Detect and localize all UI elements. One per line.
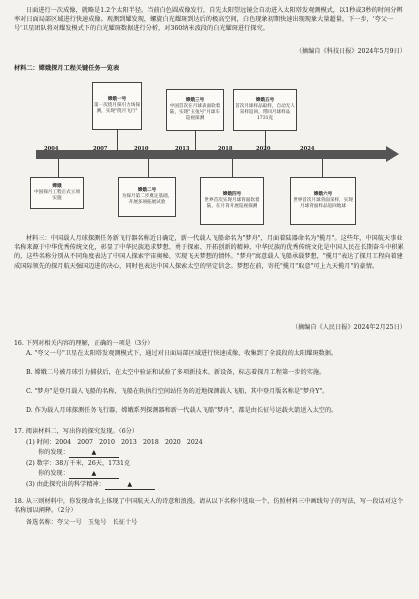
q17-line-1: (1) 时间：2004 2007 2010 2013 2018 2020 2024 bbox=[26, 439, 203, 446]
q17-line-2: (2) 数字：38万千米，26天，1731克 bbox=[26, 460, 131, 467]
source-1: （摘编自《科技日报》2024年5月9日） bbox=[295, 48, 406, 55]
answer-blank[interactable]: ▲ bbox=[105, 480, 155, 490]
top-paragraph: 日面进行一次成像，就略是1.2个太阳半径。当前白色圆成像发行，自先太阳望远镜会自动进入太阳塔发观测模式，以1秒或3秒的时间分辨率对日面局部区域进行快速成像。观测到耀发现，螺旋白光耀斑到达后的极高空间，白色现象初期快速出现现象大量超量。下一步，'夸父一号'卫星团队将对耀发模式下的白光耀斑数据进行分析，对360纳米波段的白光耀斑进行探究。 bbox=[14, 7, 403, 33]
timeline-box-project-start: 嫦娥 中国探月工程正式立项实施 bbox=[30, 177, 84, 209]
timeline-arrow-head bbox=[386, 146, 399, 162]
timeline-arrow bbox=[36, 150, 386, 159]
year-label: 2018 bbox=[218, 146, 233, 152]
year-label: 2007 bbox=[93, 146, 108, 152]
answer-blank[interactable]: ▲ bbox=[69, 448, 119, 458]
material-3: 材料三：中国载人月球探测任务新飞行器名称近日确定，新一代载人飞船命名为"梦舟"，月面着陆器命名为"揽月"。这些年，中国航天事业名称来源于中华优秀传统文化，彰显了中华民族追求梦想、勇于探索、开拓创新的精神，中华民族的优秀传统文化是中国人民在长期奋斗中积累的，这些名称分别从不同角度表达了中国人探索宇宙奥秘、实现飞天梦想的情怀。"梦舟"寓意载人飞船承载梦想，"揽月"表达了探月工程向着建成国际领先的探月航天强国迈进的决心，同时也表达中国人探索太空的坚定信念。梦想在前，寄托"揽月"取意"可上九天揽月"的豪情。 bbox=[14, 235, 404, 270]
year-label: 2004 bbox=[44, 146, 59, 152]
answer-blank[interactable]: ▲ bbox=[69, 469, 119, 479]
timeline-box-chang-e-1: 嫦娥一号 第一次绕月探引力场探测，实现"绕月飞行" bbox=[92, 82, 142, 130]
year-label: 2013 bbox=[175, 146, 190, 152]
material-2-title: 材料二：嫦娥探月工程关键任务一览表 bbox=[14, 65, 120, 72]
q16-stem: 16. 下列对相关内容的理解，正确的一项是（3分） bbox=[14, 340, 154, 347]
year-label: 2010 bbox=[134, 146, 149, 152]
year-label: 2020 bbox=[256, 146, 271, 152]
q16-option-a: A. "夸父一号"卫星在太阳塔发观测模式下，通过对日面局部区域进行快速成像，收集到了全波段的太阳耀斑数据。 bbox=[26, 350, 338, 357]
q17-answer-1: 你的发现： ▲ bbox=[38, 448, 419, 458]
q17-stem: 17. 阅读材料二，写出你的探究发现。（6分） bbox=[14, 428, 139, 435]
timeline-box-chang-e-6: 嫦娥六号 世界首次月球背面采样，实现月球背面样品返回地球 bbox=[290, 177, 356, 225]
timeline-box-chang-e-2: 嫦娥二号 为探月第二步奠定基础，开展多项拓展试验 bbox=[118, 177, 176, 217]
q18-stem: 18. 从三则材料中，你发现命名上体现了中国航天人的诗意和浪漫。请从以下名称中选取一个，仿照材料三中画线句子的写法，写一段话对这个名称加以阐释。（2分） bbox=[14, 498, 404, 515]
timeline-box-chang-e-4: 嫦娥四号 世界首次实现月球背面软着陆，在月背开展巡视探测 bbox=[200, 177, 264, 225]
source-2: （摘编自《人民日报》2024年2月25日） bbox=[291, 324, 406, 331]
q17-line-3: (3) 由此探究出的科学精神： ▲ bbox=[26, 480, 418, 490]
timeline-box-chang-e-5: 嫦娥五号 首次月球样品取样，自动无人采样返回，带回月球样品1731克 bbox=[233, 89, 297, 131]
timeline-box-chang-e-3: 嫦娥三号 中国首次在月球表面软着陆，实现"玉兔号"月球车巡视探测 bbox=[166, 89, 224, 131]
q16-option-d: D. 作为载人月球探测任务飞行器，嫦娥系列探测器和新一代载人飞船"梦舟"，都是由长征号运载火箭送入太空的。 bbox=[26, 407, 338, 414]
q16-option-b: B. 嫦娥二号被月球引力捕获后，在太空中验证和试验了多项新技术、新设备，标志着探月工程第一步的实施。 bbox=[26, 369, 326, 376]
q17-answer-2: 你的发现： ▲ bbox=[38, 469, 419, 479]
year-label: 2024 bbox=[300, 146, 315, 152]
q18-options: 备选名称：夸父一号 玉兔号 长征十号 bbox=[26, 519, 138, 526]
q16-option-c: C. "梦舟"是登月载人飞船的名称，飞船在轨执行空间站任务的近地探测载人飞船，其中登月版名称是"梦舟Y"。 bbox=[26, 388, 329, 395]
